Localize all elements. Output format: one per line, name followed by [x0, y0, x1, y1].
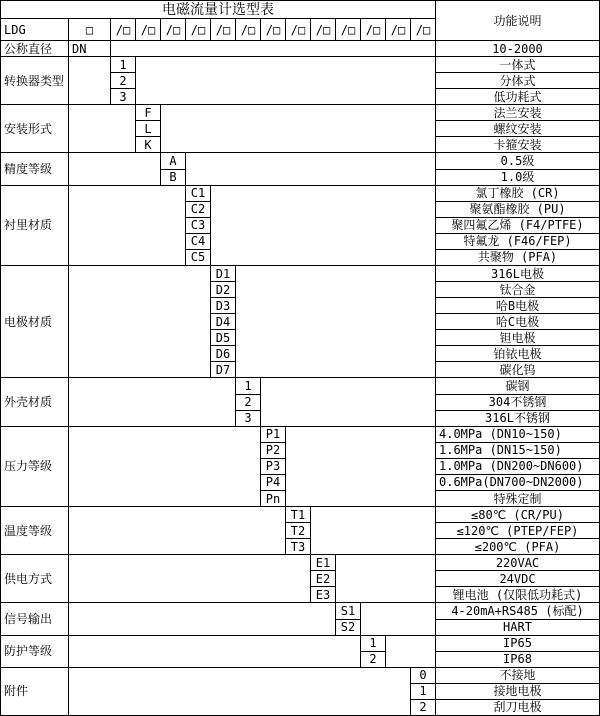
option-code: D1	[211, 266, 236, 282]
option-description: 分体式	[436, 73, 600, 89]
option-description: 4.0MPa (DN10~150)	[436, 427, 600, 443]
option-description: 220VAC	[436, 555, 600, 571]
option-code: 3	[111, 89, 136, 105]
option-description: 4-20mA+RS485 (标配)	[436, 603, 600, 619]
option-code: C2	[186, 202, 211, 218]
option-description: 特殊定制	[436, 491, 600, 507]
option-code: D4	[211, 314, 236, 330]
category-label: 附件	[1, 668, 69, 716]
option-description: ≤120℃ (PTEP/FEP)	[436, 523, 600, 539]
option-code: S1	[336, 603, 361, 619]
filler-cell	[211, 186, 436, 266]
option-description: HART	[436, 620, 600, 636]
category-label: 公称直径	[1, 41, 69, 57]
option-code: E2	[311, 571, 336, 587]
option-description: 卡箍安装	[436, 137, 600, 153]
filler-cell	[69, 555, 311, 603]
option-description: 1.0级	[436, 170, 600, 186]
model-prefix-label: LDG	[1, 19, 69, 41]
filler-cell	[69, 603, 336, 635]
option-code: T3	[286, 539, 311, 555]
option-code: Pn	[261, 491, 286, 507]
filler-cell	[161, 105, 436, 153]
option-description: 1.0MPa (DN200~DN600)	[436, 459, 600, 475]
option-code: T1	[286, 507, 311, 523]
option-description: 氯丁橡胶 (CR)	[436, 186, 600, 202]
option-code: K	[136, 137, 161, 153]
category-label: 外壳材质	[1, 378, 69, 426]
filler-cell	[111, 41, 436, 57]
option-code: 2	[411, 700, 436, 716]
option-description: 304不锈钢	[436, 395, 600, 411]
category-label: 供电方式	[1, 555, 69, 603]
option-description: 低功耗式	[436, 89, 600, 105]
option-code: C1	[186, 186, 211, 202]
code-slot-box: /□	[236, 19, 261, 41]
filler-cell	[69, 427, 261, 507]
filler-cell	[286, 427, 436, 507]
dn-slot-box: □	[69, 19, 111, 41]
code-slot-box: /□	[286, 19, 311, 41]
option-description: 聚氨酯橡胶 (PU)	[436, 202, 600, 218]
filler-cell	[236, 266, 436, 379]
filler-cell	[69, 105, 136, 153]
option-description: 24VDC	[436, 571, 600, 587]
filler-cell	[69, 266, 211, 379]
option-description: 钽电极	[436, 330, 600, 346]
option-code: 1	[111, 57, 136, 73]
filler-cell	[69, 636, 361, 668]
filler-cell	[69, 186, 186, 266]
option-description: 1.6MPa (DN15~150)	[436, 443, 600, 459]
code-slot-box: /□	[211, 19, 236, 41]
category-label: 电极材质	[1, 266, 69, 379]
option-description: 10-2000	[436, 41, 600, 57]
filler-cell	[361, 603, 436, 635]
code-slot-box: /□	[411, 19, 436, 41]
option-code: 1	[411, 684, 436, 700]
option-code: P1	[261, 427, 286, 443]
option-description: 螺纹安装	[436, 121, 600, 137]
function-description-header: 功能说明	[436, 1, 600, 41]
filler-cell	[69, 57, 111, 105]
dn-code: DN	[69, 41, 111, 57]
option-code: 1	[236, 378, 261, 394]
code-slot-box: /□	[136, 19, 161, 41]
option-code: 3	[236, 411, 261, 427]
option-description: 特氟龙 (F46/FEP)	[436, 234, 600, 250]
option-code: D3	[211, 298, 236, 314]
filler-cell	[261, 378, 436, 426]
option-description: 法兰安装	[436, 105, 600, 121]
category-label: 衬里材质	[1, 186, 69, 266]
option-code: P3	[261, 459, 286, 475]
option-code: D6	[211, 346, 236, 362]
code-slot-box: /□	[261, 19, 286, 41]
option-description: 不接地	[436, 668, 600, 684]
option-code: D7	[211, 362, 236, 378]
option-code: E3	[311, 587, 336, 603]
option-code: 1	[361, 636, 386, 652]
category-label: 安装形式	[1, 105, 69, 153]
option-description: 共聚物 (PFA)	[436, 250, 600, 266]
option-code: B	[161, 170, 186, 186]
option-code: C4	[186, 234, 211, 250]
code-slot-box: /□	[111, 19, 136, 41]
option-code: D5	[211, 330, 236, 346]
category-label: 防护等级	[1, 636, 69, 668]
option-code: 2	[361, 652, 386, 668]
option-code: 2	[111, 73, 136, 89]
option-code: S2	[336, 620, 361, 636]
option-description: 铂铱电极	[436, 346, 600, 362]
option-description: 聚四氟乙烯 (F4/PTFE)	[436, 218, 600, 234]
filler-cell	[69, 668, 411, 716]
filler-cell	[69, 378, 236, 426]
code-slot-box: /□	[361, 19, 386, 41]
option-code: P4	[261, 475, 286, 491]
filler-cell	[311, 507, 436, 555]
code-slot-box: /□	[186, 19, 211, 41]
code-slot-box: /□	[336, 19, 361, 41]
option-description: 锂电池 (仅限低功耗式)	[436, 587, 600, 603]
option-description: 一体式	[436, 57, 600, 73]
option-description: 316L电极	[436, 266, 600, 282]
category-label: 转换器类型	[1, 57, 69, 105]
filler-cell	[136, 57, 436, 105]
table-title: 电磁流量计选型表	[1, 1, 436, 19]
option-code: C3	[186, 218, 211, 234]
category-label: 温度等级	[1, 507, 69, 555]
category-label: 压力等级	[1, 427, 69, 507]
filler-cell	[336, 555, 436, 603]
option-code: 2	[236, 395, 261, 411]
option-code: 0	[411, 668, 436, 684]
option-description: 碳钢	[436, 378, 600, 394]
option-code: A	[161, 153, 186, 169]
option-code: P2	[261, 443, 286, 459]
option-code: E1	[311, 555, 336, 571]
option-description: 316L不锈钢	[436, 411, 600, 427]
option-code: L	[136, 121, 161, 137]
filler-cell	[186, 153, 436, 185]
option-code: T2	[286, 523, 311, 539]
option-description: IP68	[436, 652, 600, 668]
code-slot-box: /□	[311, 19, 336, 41]
category-label: 精度等级	[1, 153, 69, 185]
option-description: 哈C电极	[436, 314, 600, 330]
option-description: ≤80℃ (CR/PU)	[436, 507, 600, 523]
option-description: ≤200℃ (PFA)	[436, 539, 600, 555]
filler-cell	[69, 507, 286, 555]
option-description: 0.5级	[436, 153, 600, 169]
option-description: 钛合金	[436, 282, 600, 298]
option-description: 碳化钨	[436, 362, 600, 378]
option-description: 刮刀电极	[436, 700, 600, 716]
option-code: C5	[186, 250, 211, 266]
option-description: 哈B电极	[436, 298, 600, 314]
code-slot-box: /□	[386, 19, 411, 41]
option-code: D2	[211, 282, 236, 298]
filler-cell	[69, 153, 161, 185]
option-code: F	[136, 105, 161, 121]
code-slot-box: /□	[161, 19, 186, 41]
category-label: 信号输出	[1, 603, 69, 635]
option-description: 接地电极	[436, 684, 600, 700]
filler-cell	[386, 636, 436, 668]
option-description: 0.6MPa(DN700~DN2000)	[436, 475, 600, 491]
option-description: IP65	[436, 636, 600, 652]
